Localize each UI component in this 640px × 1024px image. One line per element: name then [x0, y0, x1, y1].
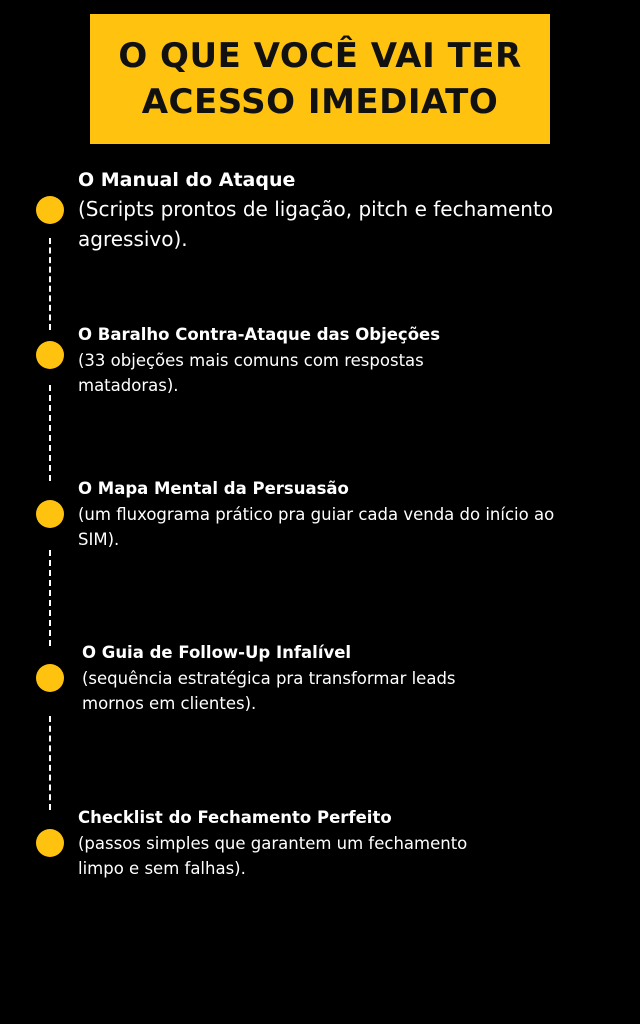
list-item: [78, 322, 498, 398]
item-description: (um fluxograma prático pra guiar cada venda do início ao SIM).: [78, 505, 555, 549]
timeline-dot-4: [36, 664, 64, 692]
item-title: O Guia de Follow-Up Infalível: [82, 643, 352, 662]
timeline-dot-2: [36, 341, 64, 369]
item-title: O Baralho Contra-Ataque das Objeções: [78, 325, 441, 344]
list-item: [78, 476, 578, 552]
timeline-dot-1: [36, 196, 64, 224]
item-description: (sequência estratégica pra transformar leads mornos em clientes).: [82, 669, 456, 713]
item-description: (passos simples que garantem um fechamento limpo e sem falhas).: [78, 834, 468, 878]
timeline-connector-4: [49, 716, 51, 810]
timeline-dot-5: [36, 829, 64, 857]
timeline-connector-1: [49, 238, 51, 330]
list-item: [78, 166, 598, 254]
item-title: O Manual do Ataque: [78, 169, 296, 191]
item-description: (Scripts prontos de ligação, pitch e fechamento agressivo).: [78, 197, 554, 251]
item-title: O Mapa Mental da Persuasão: [78, 479, 349, 498]
item-description: (33 objeções mais comuns com respostas matadoras).: [78, 351, 424, 395]
timeline-connector-3: [49, 550, 51, 646]
list-item: [78, 805, 518, 881]
title-line-2: ACESSO IMEDIATO: [141, 82, 499, 122]
item-title: Checklist do Fechamento Perfeito: [78, 808, 392, 827]
title-banner: [90, 14, 550, 144]
timeline-dot-3: [36, 500, 64, 528]
list-item: [82, 640, 512, 716]
title-line-1: O QUE VOCÊ VAI TER: [118, 36, 522, 76]
timeline-connector-2: [49, 385, 51, 481]
